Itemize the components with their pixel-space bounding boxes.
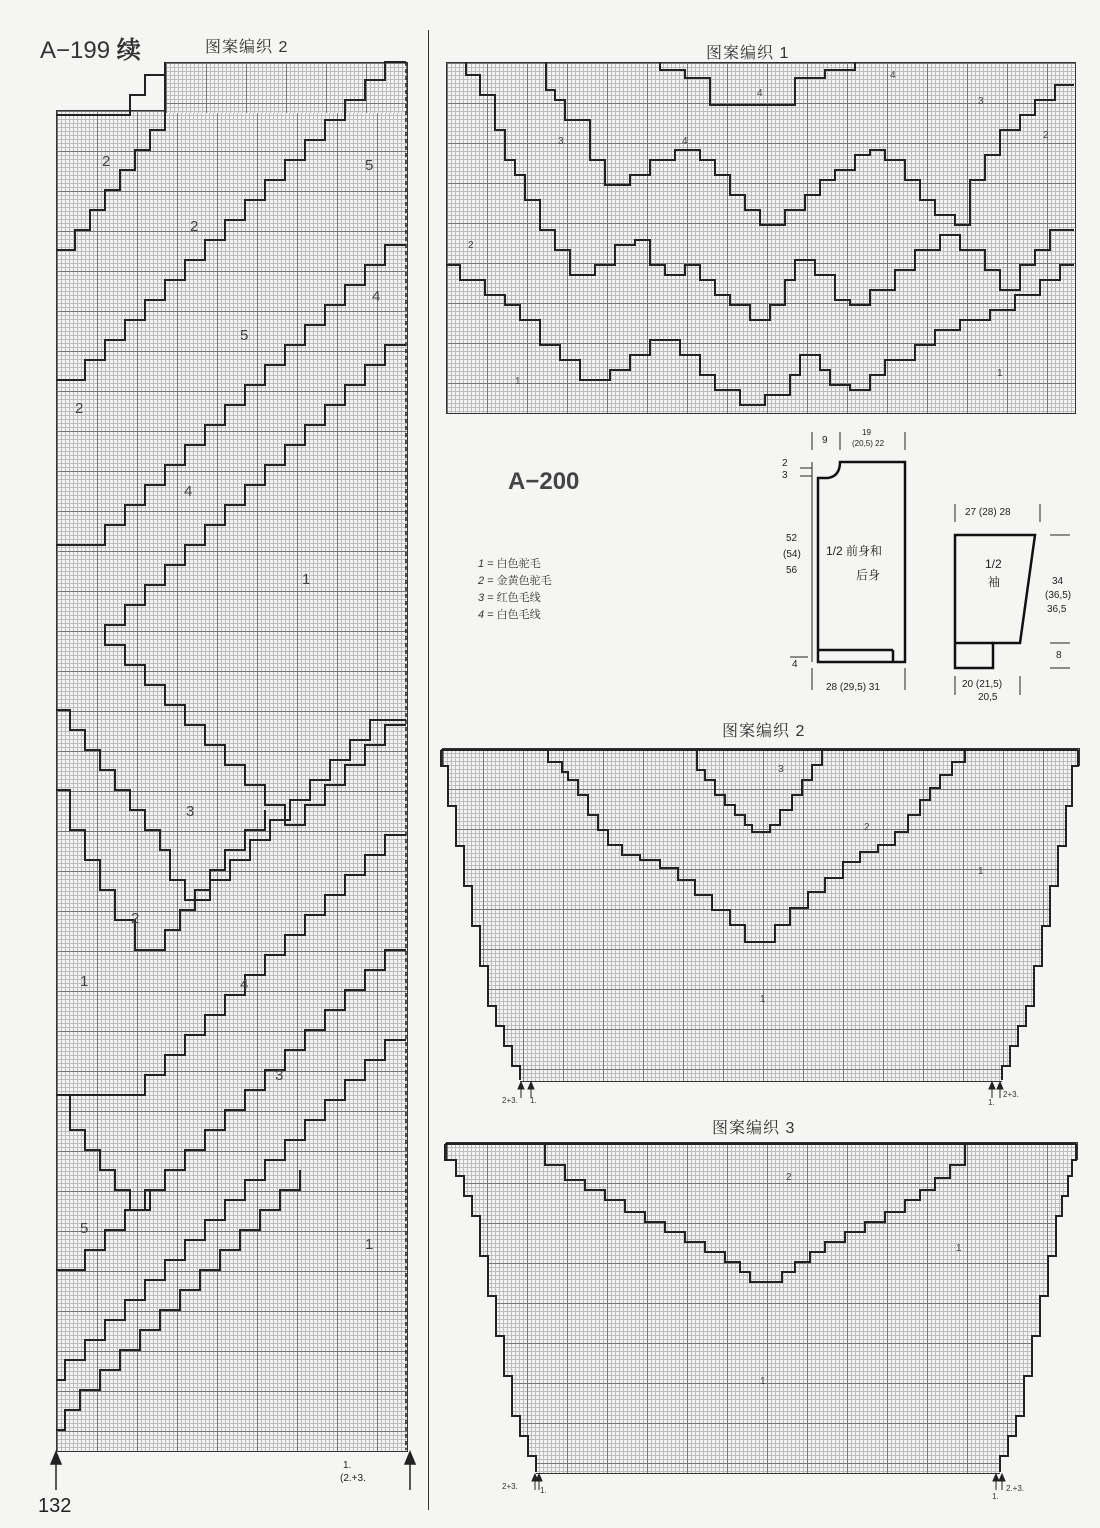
chart3-edge-right-b: 2.+3. xyxy=(1006,1484,1025,1493)
chart3-motif-label: 1 xyxy=(956,1243,962,1254)
left-motif-label: 3 xyxy=(275,1067,284,1084)
sleeve-height-2: (36,5) xyxy=(1045,590,1072,601)
left-chart-title: 图案编织 2 xyxy=(205,39,289,56)
body-top-width-2b: (20,5) 22 xyxy=(852,439,885,448)
left-motif-label: 1 xyxy=(302,571,311,588)
a200-code: A−200 xyxy=(508,468,580,495)
body-neck-1: 2 xyxy=(782,458,788,469)
left-motif-label: 4 xyxy=(372,288,381,305)
chart2-edge-right-a: 1. xyxy=(988,1098,995,1107)
left-motif-label: 2 xyxy=(75,400,84,417)
chart-code-main: A−199 xyxy=(40,37,111,64)
body-bottom-width: 28 (29,5) 31 xyxy=(826,682,880,693)
chart1-motif-label: 1 xyxy=(515,376,521,387)
legend-item: 1 = 白色驼毛 xyxy=(478,558,541,570)
chart3-edge-right-a: 1. xyxy=(992,1492,999,1501)
legend-item: 3 = 红色毛线 xyxy=(478,592,541,604)
chart-code-suffix: 续 xyxy=(116,37,141,64)
left-motif-label: 1 xyxy=(80,973,89,990)
sleeve-label-1: 1/2 xyxy=(985,557,1002,571)
chart2-motif-label: 3 xyxy=(778,764,784,775)
body-height-2: (54) xyxy=(783,549,801,560)
left-motif-label: 2 xyxy=(131,910,140,927)
chart3-title: 图案编织 3 xyxy=(712,1120,796,1137)
chart1-motif-label: 2 xyxy=(1043,130,1049,141)
chart1-motif-label: 2 xyxy=(468,240,474,251)
body-neck-2: 3 xyxy=(782,470,788,481)
chart2-motif-label: 2 xyxy=(864,822,870,833)
left-motif-label: 5 xyxy=(240,327,249,344)
left-motif-label: 5 xyxy=(365,157,374,174)
chart1-motif-label: 3 xyxy=(558,136,564,147)
left-motif-label: 1 xyxy=(365,1236,374,1253)
body-height-3: 56 xyxy=(786,565,798,576)
left-motif-label: 4 xyxy=(240,976,249,993)
body-height-1: 52 xyxy=(786,533,798,544)
chart2-motif-label: 1 xyxy=(760,994,766,1005)
chart2-edge-left-b: 1. xyxy=(530,1096,537,1105)
body-top-width-1: 9 xyxy=(822,435,828,446)
chart3-edge-left-a: 2+3. xyxy=(502,1482,518,1491)
page-number: 132 xyxy=(38,1495,72,1517)
body-label-1: 1/2 前身和 xyxy=(826,544,883,558)
legend-item: 2 = 金黄色驼毛 xyxy=(478,575,552,587)
left-bottom-label-2: (2.+3. xyxy=(340,1473,366,1484)
sleeve-label-2: 袖 xyxy=(988,575,1001,589)
body-rib: 4 xyxy=(792,659,798,670)
chart3-edge-left-b: 1. xyxy=(540,1486,547,1495)
legend-item: 4 = 白色毛线 xyxy=(478,609,541,621)
left-motif-label: 2 xyxy=(102,153,111,170)
left-bottom-label-1: 1. xyxy=(343,1460,352,1471)
chart2-title: 图案编织 2 xyxy=(722,723,806,740)
chart1-motif-label: 4 xyxy=(757,88,763,99)
chart1-motif-label: 3 xyxy=(978,96,984,107)
sleeve-cuff: 8 xyxy=(1056,650,1062,661)
chart1-motif-label: 1 xyxy=(997,368,1003,379)
sleeve-height-3: 36,5 xyxy=(1047,604,1067,615)
body-label-2: 后身 xyxy=(856,568,881,582)
left-motif-label: 3 xyxy=(186,803,195,820)
sleeve-height-1: 34 xyxy=(1052,576,1064,587)
chart1-motif-label: 4 xyxy=(682,136,688,147)
sleeve-bottom-1: 20 (21,5) xyxy=(962,679,1003,690)
left-motif-label: 5 xyxy=(80,1220,89,1237)
chart1-title: 图案编织 1 xyxy=(706,45,790,62)
chart3-motif-label: 2 xyxy=(786,1172,792,1183)
chart2-motif-label: 1 xyxy=(978,866,984,877)
chart1-motif-label: 4 xyxy=(890,70,896,81)
sleeve-bottom-2: 20,5 xyxy=(978,692,998,703)
chart3-motif-label: 1 xyxy=(760,1376,766,1387)
left-motif-label: 2 xyxy=(190,218,199,235)
chart2-edge-left-a: 2+3. xyxy=(502,1096,518,1105)
body-top-width-2: 19 xyxy=(862,428,871,437)
sleeve-top-width: 27 (28) 28 xyxy=(965,507,1011,518)
left-motif-label: 4 xyxy=(184,483,193,500)
chart2-edge-right-b: 2+3. xyxy=(1003,1090,1019,1099)
